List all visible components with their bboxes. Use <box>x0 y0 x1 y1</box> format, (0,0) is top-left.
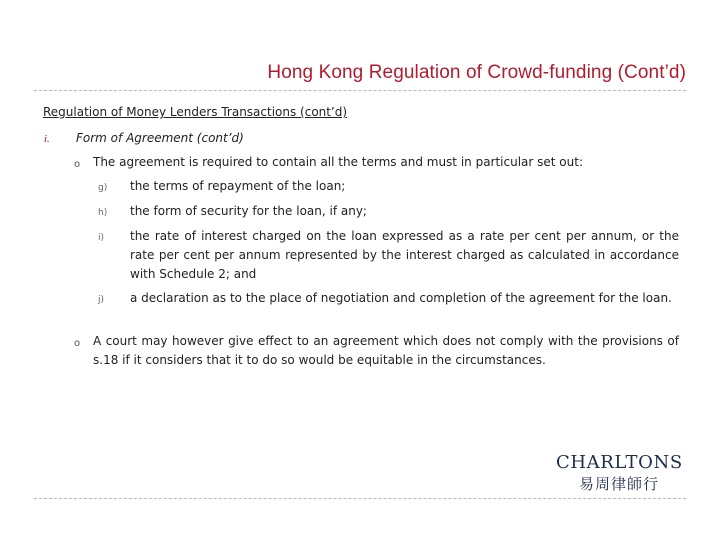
logo-chinese-name: 易周律師行 <box>578 475 659 493</box>
charltons-logo <box>556 452 682 494</box>
sub-item-marker: i) <box>98 233 105 243</box>
bullet-text: The agreement is required to contain all the terms and must in particular set out: <box>93 155 584 169</box>
logo-name: CHARLTONS <box>556 452 683 473</box>
section-subtitle: Regulation of Money Lenders Transactions (cont’d) <box>43 105 348 119</box>
sub-item-marker: j) <box>98 295 105 305</box>
sub-item-marker: g) <box>98 183 108 193</box>
level1-heading: Form of Agreement (cont’d) <box>76 131 244 145</box>
sub-item-text: the terms of repayment of the loan; <box>130 179 346 193</box>
bottom-divider <box>34 498 686 499</box>
bullet-marker: o <box>74 159 81 170</box>
sub-item-marker: h) <box>98 208 108 218</box>
sub-item-text: the rate of interest charged on the loan expressed as a rate per cent per annum, or the rate per cent per annum represented by the interest charged as calculated in accordance with Schedule 2; and <box>130 229 679 281</box>
sub-item-text: the form of security for the loan, if any; <box>130 204 367 218</box>
level1-marker: i. <box>44 133 50 145</box>
bullet-text: A court may however give effect to an agreement which does not comply with the provisions of s.18 if it considers that it to do so would be equitable in the circumstances. <box>93 334 679 367</box>
sub-item-text: a declaration as to the place of negotiation and completion of the agreement for the loan. <box>130 291 672 305</box>
top-divider <box>34 90 686 91</box>
bullet-marker: o <box>74 338 81 349</box>
slide-title: Hong Kong Regulation of Crowd-funding (Cont’d) <box>267 62 686 83</box>
